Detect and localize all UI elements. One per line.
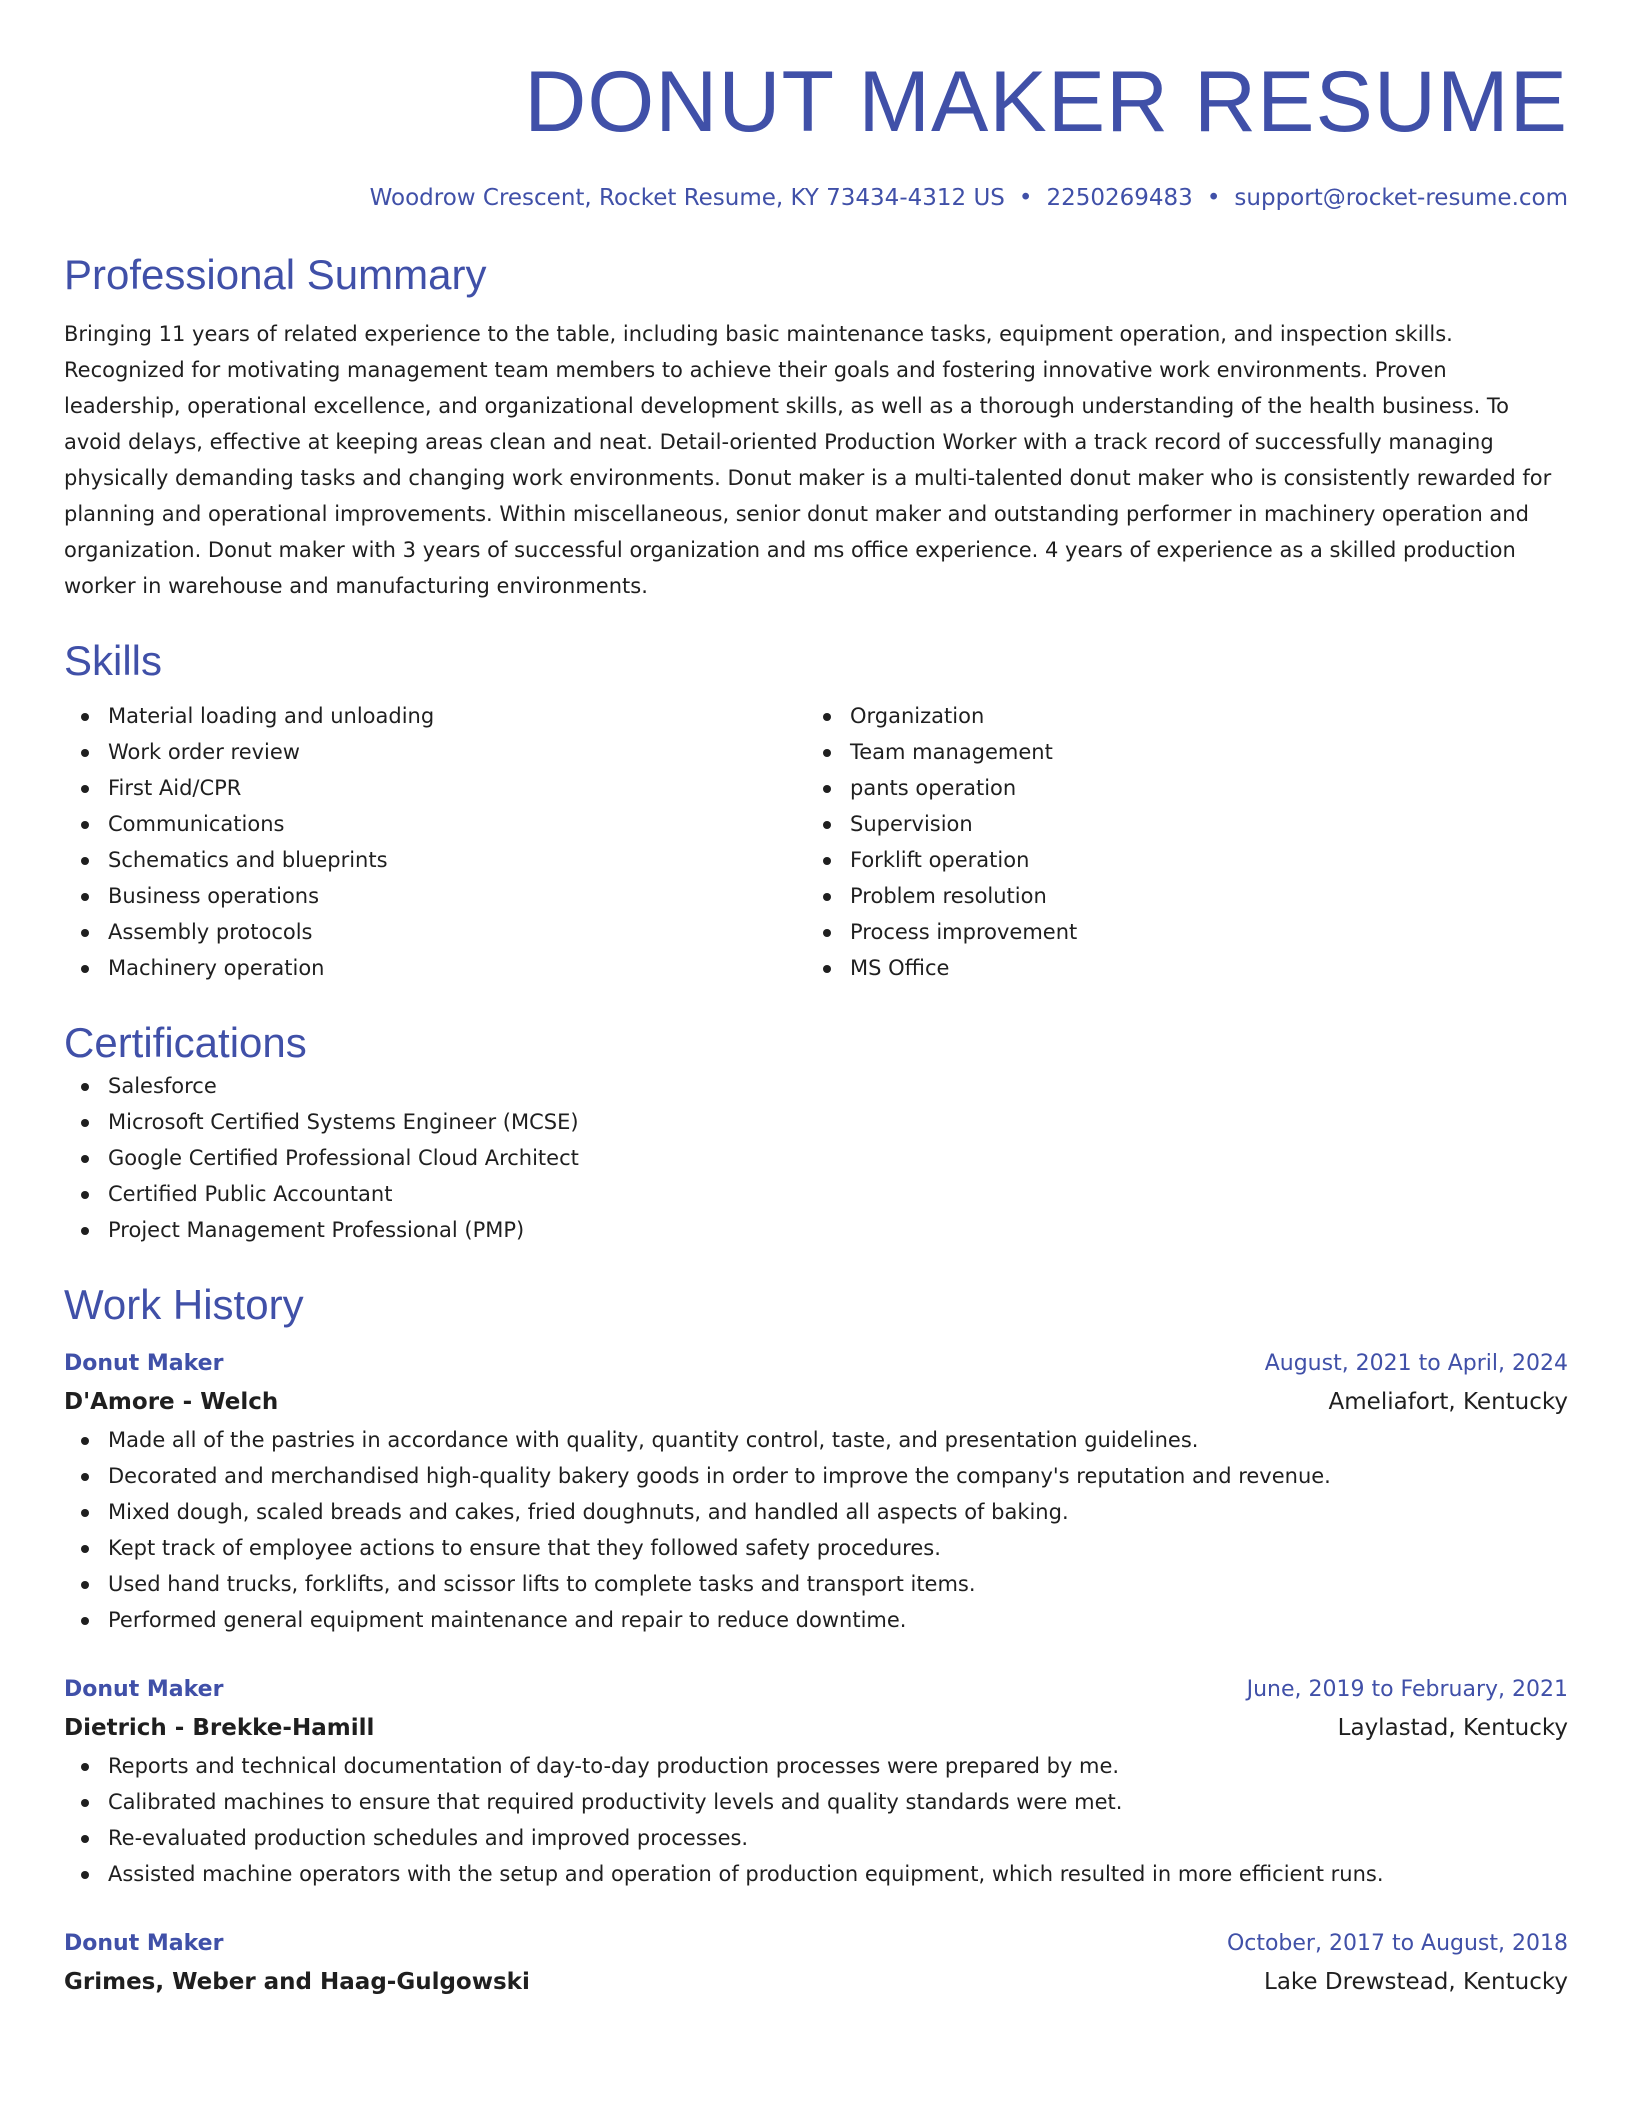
skills-column-right: [806, 698, 1548, 986]
certification-item: Project Management Professional (PMP): [64, 1212, 1568, 1248]
job-duties-list: [64, 1422, 1568, 1638]
certification-item: Google Certified Professional Cloud Architect: [64, 1140, 1568, 1176]
job-location: Ameliafort, Kentucky: [1328, 1389, 1568, 1415]
job-duty: Reports and technical documentation of day-to-day production processes were prepared by me.: [64, 1748, 1568, 1784]
summary-paragraph: Bringing 11 years of related experience to the table, including basic maintenance tasks, equipment operation, and inspection skills. Recognized for motivating management team members to achieve their goals and fostering innovative work environments. Proven leadership, operational excellence, and organizational development skills, as well as a thorough understanding of the health business. To avoid delays, effective at keeping areas clean and neat. Detail-oriented Production Worker with a track record of successfully managing physically demanding tasks and changing work environments. Donut maker is a multi-talented donut maker who is consistently rewarded for planning and operational improvements. Within miscellaneous, senior donut maker and outstanding performer in machinery operation and organization. Donut maker with 3 years of successful organization and ms office experience. 4 years of experience as a skilled production worker in warehouse and manufacturing environments.: [64, 322, 1552, 598]
section-title-skills: Skills: [64, 637, 163, 684]
skill-item: Organization: [806, 698, 1548, 734]
job-entry: [64, 1672, 1568, 1892]
job-header-row: [64, 1672, 1568, 1708]
contact-line: [64, 182, 1568, 214]
job-company: Dietrich - Brekke-Hamill: [64, 1715, 375, 1741]
skill-item: Supervision: [806, 806, 1548, 842]
section-title-certifications: Certifications: [64, 1019, 307, 1066]
job-location: Lake Drewstead, Kentucky: [1264, 1969, 1568, 1995]
job-duty: Re-evaluated production schedules and improved processes.: [64, 1820, 1568, 1856]
skill-item: Schematics and blueprints: [64, 842, 806, 878]
skills-list-right: [806, 698, 1548, 986]
skill-item: Material loading and unloading: [64, 698, 806, 734]
skill-item: Problem resolution: [806, 878, 1548, 914]
skill-item: Assembly protocols: [64, 914, 806, 950]
contact-phone: 2250269483: [1046, 185, 1193, 211]
skill-item: pants operation: [806, 770, 1548, 806]
job-duty: Made all of the pastries in accordance with quality, quantity control, taste, and presentation guidelines.: [64, 1422, 1568, 1458]
section-title-summary: Professional Summary: [64, 251, 487, 298]
skill-item: Work order review: [64, 734, 806, 770]
job-duty: Used hand trucks, forklifts, and scissor lifts to complete tasks and transport items.: [64, 1566, 1568, 1602]
resume-title: DONUT MAKER RESUME: [524, 54, 1568, 150]
skill-item: Communications: [64, 806, 806, 842]
skills-list-left: [64, 698, 806, 986]
job-company-row: [64, 1962, 1568, 2002]
job-header-row: [64, 1926, 1568, 1962]
job-duties-list: [64, 1748, 1568, 1892]
job-title: Donut Maker: [64, 1351, 224, 1376]
skills-grid: [64, 698, 1568, 986]
job-company: D'Amore - Welch: [64, 1389, 279, 1415]
job-dates: August, 2021 to April, 2024: [1264, 1351, 1568, 1376]
job-duty: Performed general equipment maintenance and repair to reduce downtime.: [64, 1602, 1568, 1638]
certification-item: Salesforce: [64, 1068, 1568, 1104]
job-dates: October, 2017 to August, 2018: [1226, 1931, 1568, 1956]
skill-item: Process improvement: [806, 914, 1548, 950]
job-duty: Mixed dough, scaled breads and cakes, fried doughnuts, and handled all aspects of baking.: [64, 1494, 1568, 1530]
job-duty: Decorated and merchandised high-quality bakery goods in order to improve the company's reputation and revenue.: [64, 1458, 1568, 1494]
resume-page: [64, 0, 1568, 2002]
job-company: Grimes, Weber and Haag-Gulgowski: [64, 1969, 530, 1995]
job-company-row: [64, 1708, 1568, 1748]
contact-email: support@rocket-resume.com: [1234, 185, 1568, 211]
resume-header: [64, 0, 1568, 214]
job-dates: June, 2019 to February, 2021: [1246, 1677, 1568, 1702]
job-company-row: [64, 1382, 1568, 1422]
contact-address: Woodrow Crescent, Rocket Resume, KY 73434-4312 US: [369, 185, 1005, 211]
job-entry: [64, 1926, 1568, 2002]
job-duty: Calibrated machines to ensure that required productivity levels and quality standards were met.: [64, 1784, 1568, 1820]
job-title: Donut Maker: [64, 1677, 224, 1702]
job-location: Laylastad, Kentucky: [1337, 1715, 1568, 1741]
skill-item: MS Office: [806, 950, 1548, 986]
job-header-row: [64, 1346, 1568, 1382]
job-entry: [64, 1346, 1568, 1638]
job-title: Donut Maker: [64, 1931, 224, 1956]
certification-item: Certified Public Accountant: [64, 1176, 1568, 1212]
section-title-work-history: Work History: [64, 1281, 304, 1328]
contact-separator: •: [1018, 185, 1033, 211]
job-duty: Kept track of employee actions to ensure that they followed safety procedures.: [64, 1530, 1568, 1566]
certification-item: Microsoft Certified Systems Engineer (MCSE): [64, 1104, 1568, 1140]
skill-item: First Aid/CPR: [64, 770, 806, 806]
skill-item: Team management: [806, 734, 1548, 770]
skills-column-left: [64, 698, 806, 986]
skill-item: Machinery operation: [64, 950, 806, 986]
skill-item: Forklift operation: [806, 842, 1548, 878]
contact-separator: •: [1206, 185, 1221, 211]
certifications-list: [64, 1068, 1568, 1248]
job-duty: Assisted machine operators with the setup and operation of production equipment, which resulted in more efficient runs.: [64, 1856, 1568, 1892]
skill-item: Business operations: [64, 878, 806, 914]
